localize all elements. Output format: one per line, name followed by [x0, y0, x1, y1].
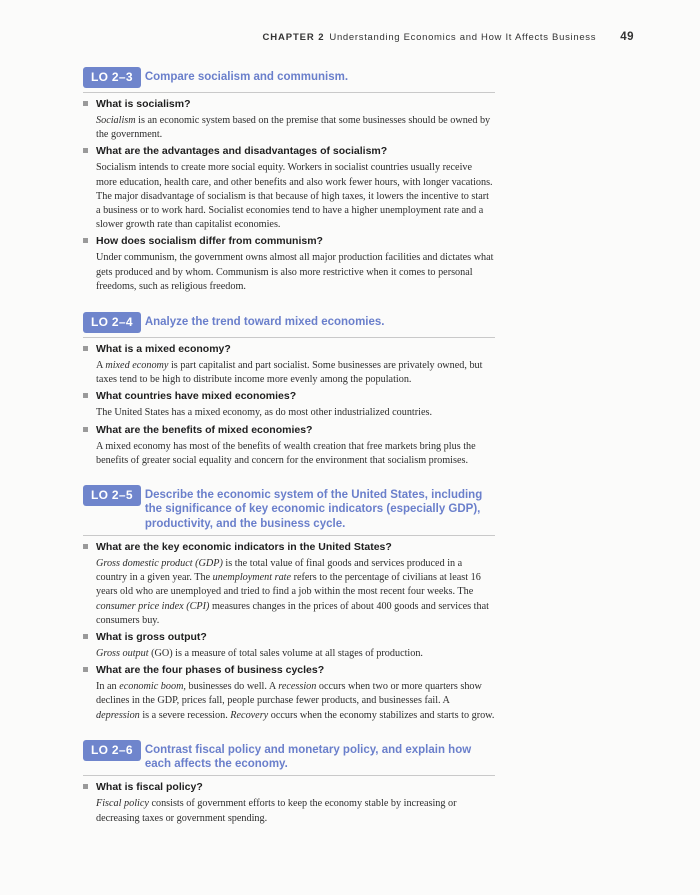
answer-paragraph [96, 440, 495, 468]
learning-objective-section [83, 67, 495, 294]
learning-objective-header [83, 312, 495, 333]
answer-paragraph [96, 647, 495, 661]
lo-title: Compare socialism and communism. [144, 71, 349, 83]
key-term: mixed economy [105, 360, 169, 372]
review-question [83, 342, 495, 357]
review-question [83, 630, 495, 645]
key-term: Recovery [230, 709, 269, 721]
learning-objective-header [83, 740, 495, 772]
answer-text: is part capitalist and part socialist. Some businesses are privately owned, but taxes tend to be high to distribute income more evenly among the population. [96, 360, 483, 386]
review-question [83, 663, 495, 678]
question-text: What are the key economic indicators in the United States? [96, 540, 392, 553]
chapter-subtitle: Understanding Economics and How It Affects Business [329, 32, 597, 43]
square-bullet-icon [83, 427, 88, 432]
running-header [262, 31, 634, 43]
answer-text: In an [96, 681, 120, 693]
key-term: Gross output [96, 647, 149, 659]
answer-text: A [96, 360, 106, 372]
key-term: recession [278, 681, 317, 693]
answer-paragraph [96, 359, 495, 387]
answer-text: businesses do well. A [185, 681, 279, 693]
lo-title: Describe the economic system of the United States, including the significance of key economic indicators (especially GDP), productivity, and the business cycle. [144, 489, 483, 530]
answer-paragraph [96, 797, 495, 825]
question-text: What countries have mixed economies? [96, 390, 297, 403]
answer-paragraph [96, 251, 495, 294]
review-question [83, 389, 495, 404]
lo-badge: LO 2–6 [83, 740, 141, 761]
question-text: What is a mixed economy? [96, 343, 231, 356]
answer-text: consists of government efforts to keep the economy stable by increasing or decreasing taxes or government spending. [96, 798, 457, 824]
answer-paragraph [96, 406, 495, 420]
square-bullet-icon [83, 148, 88, 153]
lo-badge: LO 2–3 [83, 67, 141, 88]
lo-badge: LO 2–4 [83, 312, 141, 333]
chapter-label: CHAPTER 2 [262, 32, 325, 43]
review-question [83, 234, 495, 249]
review-question [83, 97, 495, 112]
key-term: Fiscal policy [96, 798, 149, 810]
answer-text: The United States has a mixed economy, as do most other industrialized countries. [96, 407, 433, 419]
answer-text: Socialism intends to create more social equity. Workers in socialist countries usually receive more education, health care, and other benefits and also work fewer hours, with longer vacations. The major disadvantage of socialism is that because of high taxes, it lowers the incentive to start a business or to work hard. Socialist economies tend to have a higher unemployment rate and a slower growth rate than capitalist economies. [96, 162, 493, 231]
review-question [83, 780, 495, 795]
square-bullet-icon [83, 393, 88, 398]
question-text: What is fiscal policy? [96, 781, 203, 794]
question-text: What is gross output? [96, 630, 207, 643]
key-term: Socialism [96, 115, 136, 126]
answer-paragraph [96, 680, 495, 723]
question-text: What are the advantages and disadvantages of socialism? [96, 145, 388, 158]
learning-objective-header [83, 67, 495, 88]
lo-badge: LO 2–5 [83, 485, 141, 506]
square-bullet-icon [83, 784, 88, 789]
review-question [83, 423, 495, 438]
section-divider [83, 337, 495, 338]
square-bullet-icon [83, 634, 88, 639]
section-divider [83, 535, 495, 536]
square-bullet-icon [83, 101, 88, 106]
answer-paragraph [96, 161, 495, 232]
learning-objective-section [83, 312, 495, 468]
answer-text: refers to the percentage of civilians at least 16 years old who are unemployed and tried to find a job within the most recent four weeks. The [96, 572, 481, 598]
answer-text: is an economic system based on the premise that some businesses should be owned by the government. [96, 115, 491, 141]
question-text: How does socialism differ from communism? [96, 235, 323, 248]
summary-content [83, 67, 495, 826]
key-term: economic boom, [119, 681, 186, 693]
section-divider [83, 775, 495, 776]
square-bullet-icon [83, 238, 88, 243]
answer-text: measures changes in the prices of about 400 goods and services that consumers buy. [96, 600, 489, 626]
question-text: What are the benefits of mixed economies? [96, 423, 313, 436]
review-question [83, 144, 495, 159]
learning-objective-section [83, 485, 495, 723]
section-divider [83, 92, 495, 93]
learning-objective-section [83, 740, 495, 826]
answer-text: occurs when two or more quarters show declines in the GDP, prices fall, people purchase fewer products, and businesses fail. A [96, 681, 482, 707]
learning-objective-header [83, 485, 495, 531]
answer-text: (GO) is a measure of total sales volume at all stages of production. [148, 647, 423, 659]
square-bullet-icon [83, 346, 88, 351]
answer-text: is a severe recession. [139, 709, 231, 721]
question-text: What is socialism? [96, 98, 191, 110]
question-text: What are the four phases of business cycles? [96, 664, 325, 677]
key-term: unemployment rate [212, 572, 292, 584]
page-number: 49 [620, 31, 634, 43]
lo-title: Analyze the trend toward mixed economies. [144, 316, 385, 329]
answer-text: Under communism, the government owns almost all major production facilities and dictates what gets produced and by whom. Communism is also more restrictive when it comes to personal freedoms, such as religious freedom. [96, 252, 494, 292]
key-term: depression [96, 709, 140, 721]
review-question [83, 540, 495, 555]
square-bullet-icon [83, 667, 88, 672]
answer-text: occurs when the economy stabilizes and starts to grow. [268, 709, 495, 721]
answer-paragraph [96, 114, 495, 142]
lo-title: Contrast fiscal policy and monetary policy, and explain how each affects the economy. [144, 743, 472, 771]
answer-text: A mixed economy has most of the benefits of wealth creation that free markets bring plus the benefits of greater social equality and concern for the environment that socialism promises. [96, 440, 476, 466]
key-term: consumer price index (CPI) [96, 600, 210, 612]
answer-paragraph [96, 557, 495, 628]
square-bullet-icon [83, 544, 88, 549]
key-term: Gross domestic product (GDP) [96, 557, 223, 569]
answer-text: is the total value of final goods and services produced in a country in a given year. The [96, 557, 463, 584]
